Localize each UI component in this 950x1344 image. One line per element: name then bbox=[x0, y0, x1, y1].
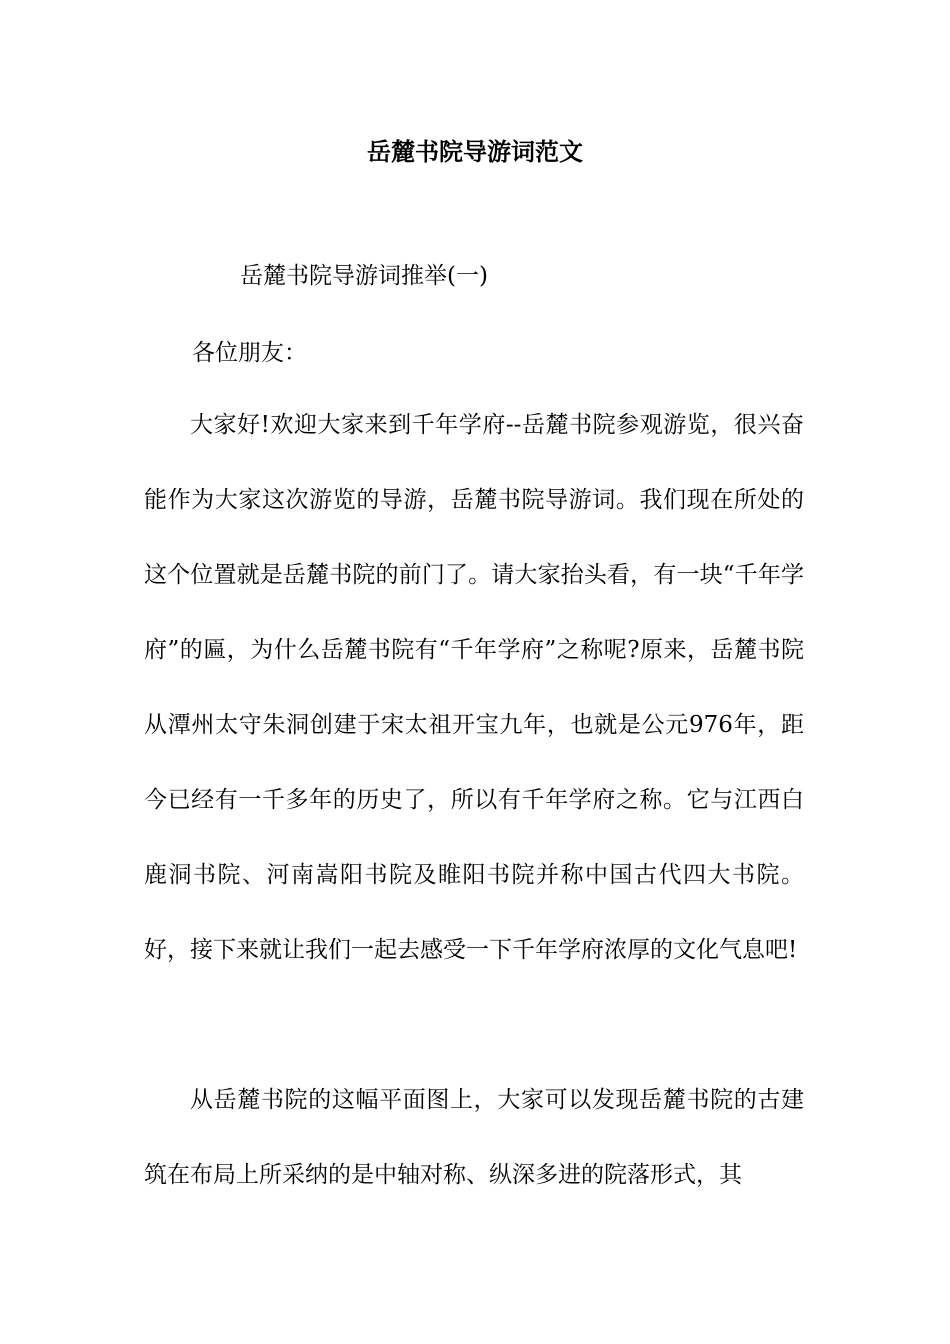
paragraph: 从岳麓书院的这幅平面图上，大家可以发现岳麓书院的古建筑在布局上所采纳的是中轴对称、纵深多进的院落形式，其 bbox=[144, 1087, 804, 1188]
paragraph-block bbox=[144, 1063, 804, 1213]
salutation: 各位朋友： bbox=[192, 340, 307, 366]
document-title: 岳麓书院导游词范文 bbox=[367, 137, 583, 166]
section-subtitle: 岳麓书院导游词推举(一) bbox=[240, 263, 488, 289]
paragraph-block bbox=[144, 388, 804, 988]
paragraph: 大家好!欢迎大家来到千年学府--岳麓书院参观游览，很兴奋能作为大家这次游览的导游，岳麓书院导游词。我们现在所处的这个位置就是岳麓书院的前门了。请大家抬头看，有一块“千年学府”的匾，为什么岳麓书院有“千年学府”之称呢?原来，岳麓书院从潭州太守朱洞创建于宋太祖开宝九年，也就是公元976年，距今已经有一千多年的历史了，所以有千年学府之称。它与江西白鹿洞书院、河南嵩阳书院及睢阳书院并称中国古代四大书院。好，接下来就让我们一起去感受一下千年学府浓厚的文化气息吧! bbox=[144, 412, 804, 963]
